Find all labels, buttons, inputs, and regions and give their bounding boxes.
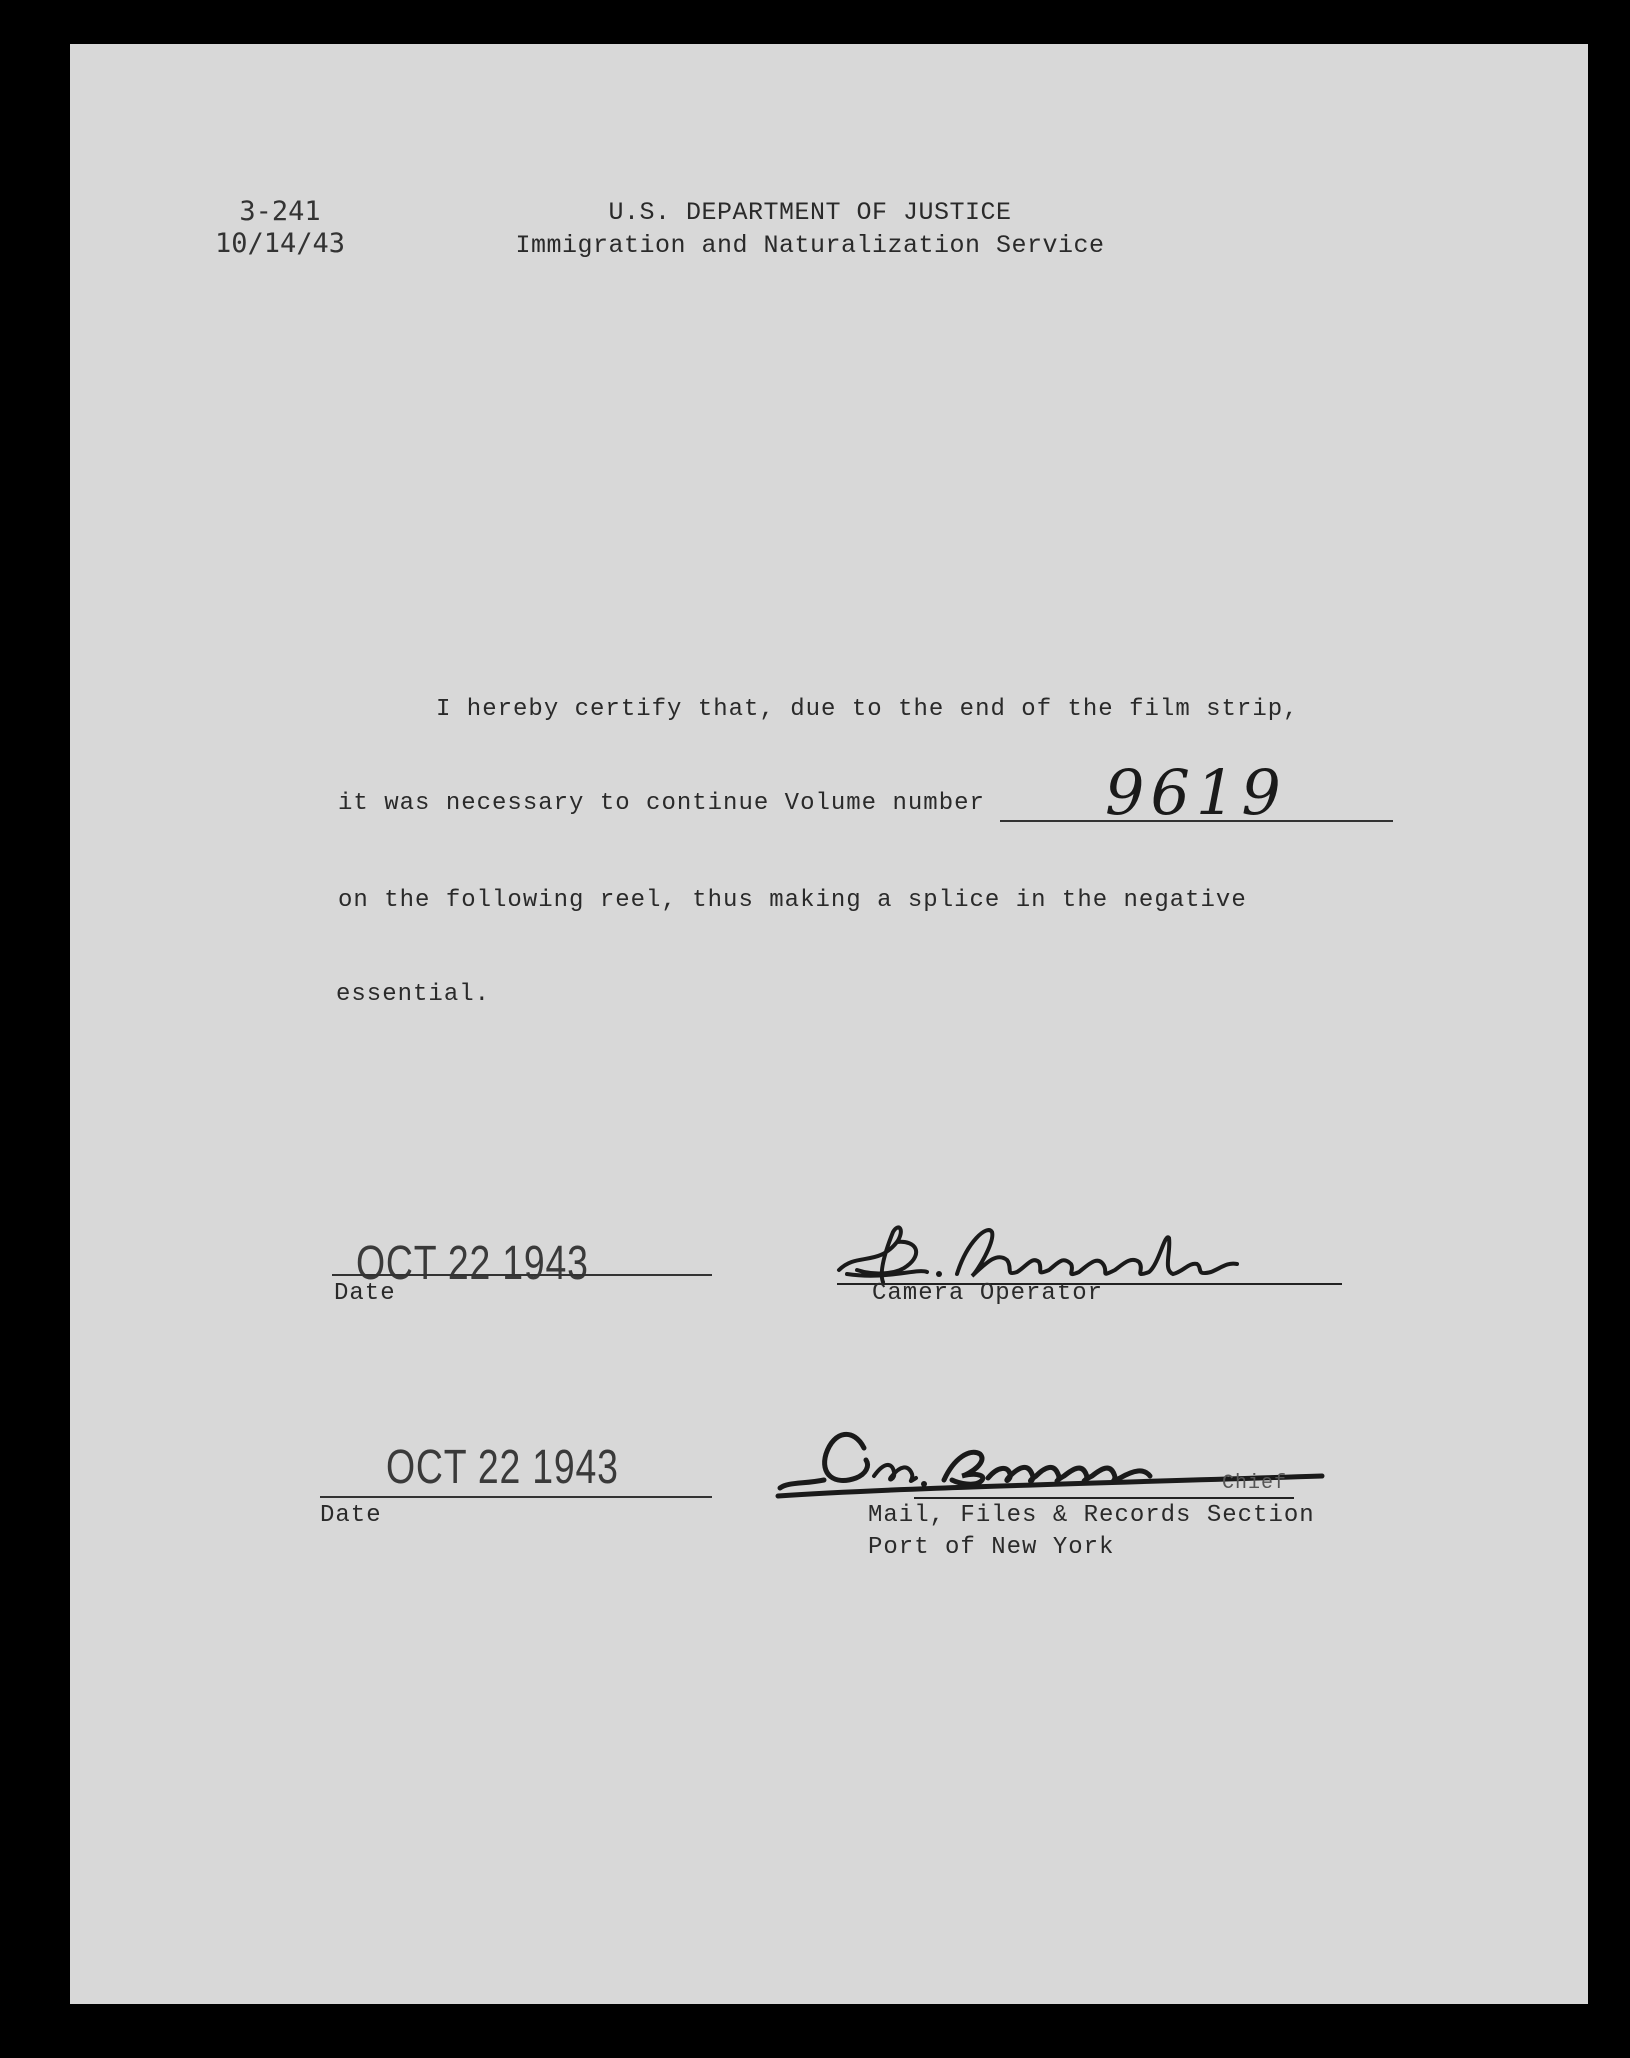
volume-number: 9619	[1105, 756, 1287, 829]
department-name: U.S. DEPARTMENT OF JUSTICE	[608, 198, 1012, 227]
form-date: 10/14/43	[215, 228, 346, 259]
date-label-1: Date	[334, 1280, 396, 1307]
form-number: 3-241	[239, 196, 321, 227]
port-label: Port of New York	[868, 1534, 1115, 1561]
date-label-2: Date	[320, 1502, 382, 1529]
date-line-2	[320, 1496, 712, 1498]
form-identifier	[215, 196, 345, 260]
date-line-1	[332, 1274, 712, 1276]
date-stamp-1: OCT 22 1943	[356, 1237, 589, 1290]
date-stamp-2: OCT 22 1943	[386, 1441, 619, 1494]
section-label: Mail, Files & Records Section	[868, 1502, 1315, 1529]
body-line-2: it was necessary to continue Volume number	[338, 790, 985, 817]
letterhead	[500, 196, 1120, 262]
chief-label: Chief	[1222, 1472, 1288, 1495]
service-name: Immigration and Naturalization Service	[515, 231, 1105, 260]
body-line-4: essential.	[336, 981, 491, 1008]
camera-operator-label: Camera Operator	[872, 1280, 1104, 1307]
document-page	[70, 44, 1588, 2004]
body-line-3: on the following reel, thus making a splice in the negative	[338, 887, 1247, 914]
body-line-1: I hereby certify that, due to the end of the film strip,	[436, 696, 1299, 723]
